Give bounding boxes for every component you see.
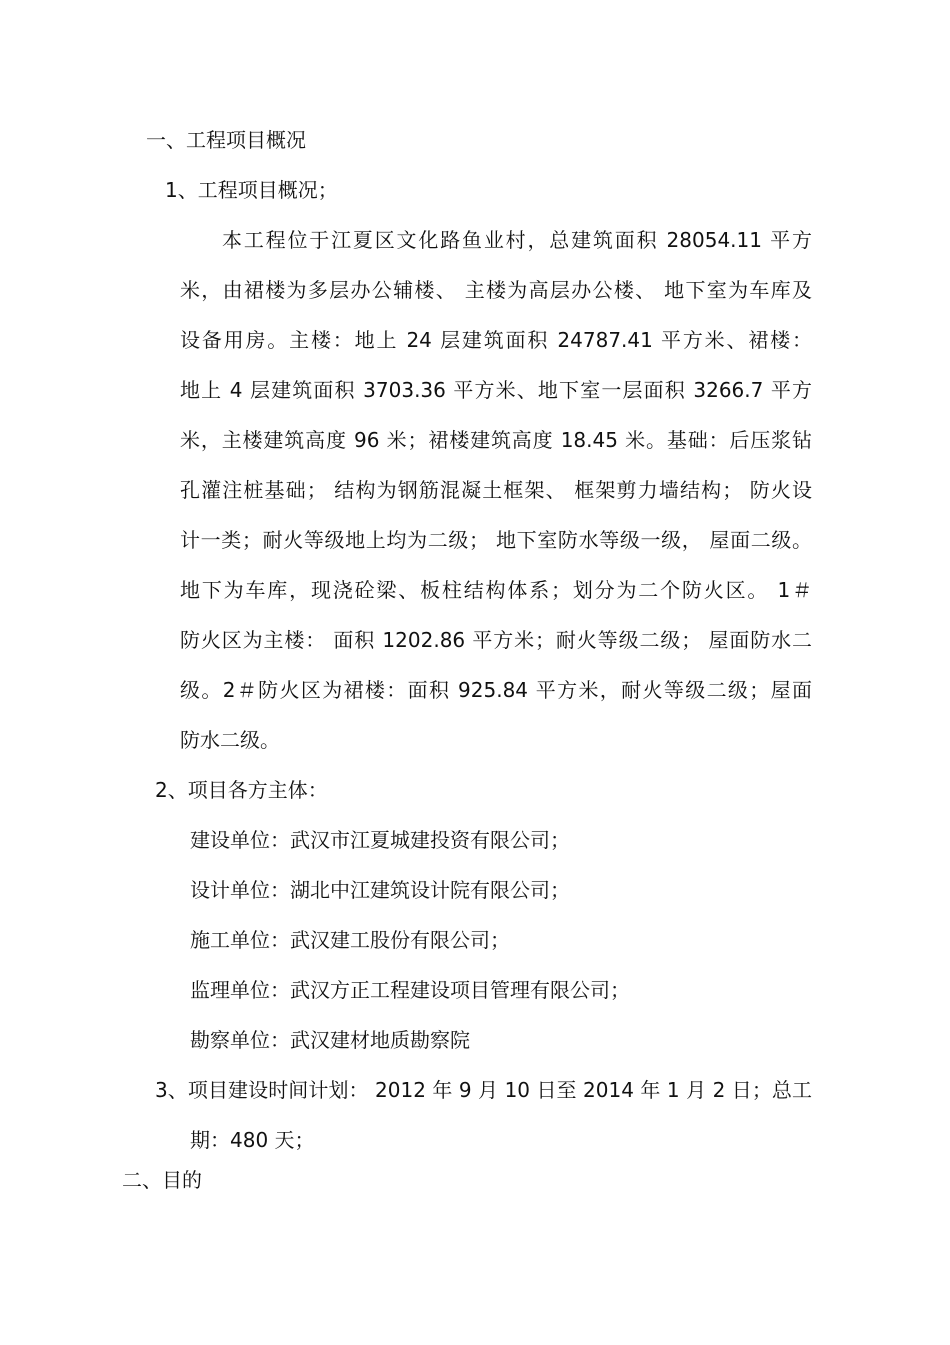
heading-project-overview: 一、工程项目概况 xyxy=(146,128,306,152)
heading-purpose: 二、目的 xyxy=(122,1168,202,1192)
paragraph-line: 米，主楼建筑高度 96 米；裙楼建筑高度 18.45 米。基础：后压浆钻 xyxy=(180,428,812,452)
paragraph-line: 本工程位于江夏区文化路鱼业村，总建筑面积 28054.11 平方 xyxy=(222,228,812,252)
list-item: 设计单位：湖北中江建筑设计院有限公司； xyxy=(190,878,570,902)
list-item: 建设单位：武汉市江夏城建投资有限公司； xyxy=(190,828,570,852)
list-item: 监理单位：武汉方正工程建设项目管理有限公司； xyxy=(190,978,630,1002)
paragraph-line: 计一类；耐火等级地上均为二级； 地下室防水等级一级， 屋面二级。 xyxy=(180,528,812,552)
paragraph-line: 防水二级。 xyxy=(180,728,280,752)
paragraph-line: 孔灌注桩基础； 结构为钢筋混凝土框架、 框架剪力墙结构； 防火设 xyxy=(180,478,812,502)
schedule-line: 3、项目建设时间计划： 2012 年 9 月 10 日至 2014 年 1 月 2 日；总工 xyxy=(155,1078,812,1102)
subheading-parties: 2、项目各方主体： xyxy=(155,778,328,802)
paragraph-line: 地上 4 层建筑面积 3703.36 平方米、地下室一层面积 3266.7 平方 xyxy=(180,378,812,402)
schedule-line: 期：480 天； xyxy=(190,1128,315,1152)
paragraph-line: 设备用房。主楼：地上 24 层建筑面积 24787.41 平方米、裙楼： xyxy=(180,328,812,352)
paragraph-line: 级。2＃防火区为裙楼：面积 925.84 平方米，耐火等级二级；屋面 xyxy=(180,678,812,702)
list-item: 勘察单位：武汉建材地质勘察院 xyxy=(190,1028,470,1052)
paragraph-line: 米，由裙楼为多层办公辅楼、 主楼为高层办公楼、 地下室为车库及 xyxy=(180,278,812,302)
paragraph-line: 地下为车库，现浇砼梁、板柱结构体系；划分为二个防火区。 1＃ xyxy=(180,578,812,602)
list-item: 施工单位：武汉建工股份有限公司； xyxy=(190,928,510,952)
paragraph-line: 防火区为主楼： 面积 1202.86 平方米；耐火等级二级； 屋面防水二 xyxy=(180,628,812,652)
subheading-project-overview: 1、工程项目概况； xyxy=(165,178,338,202)
